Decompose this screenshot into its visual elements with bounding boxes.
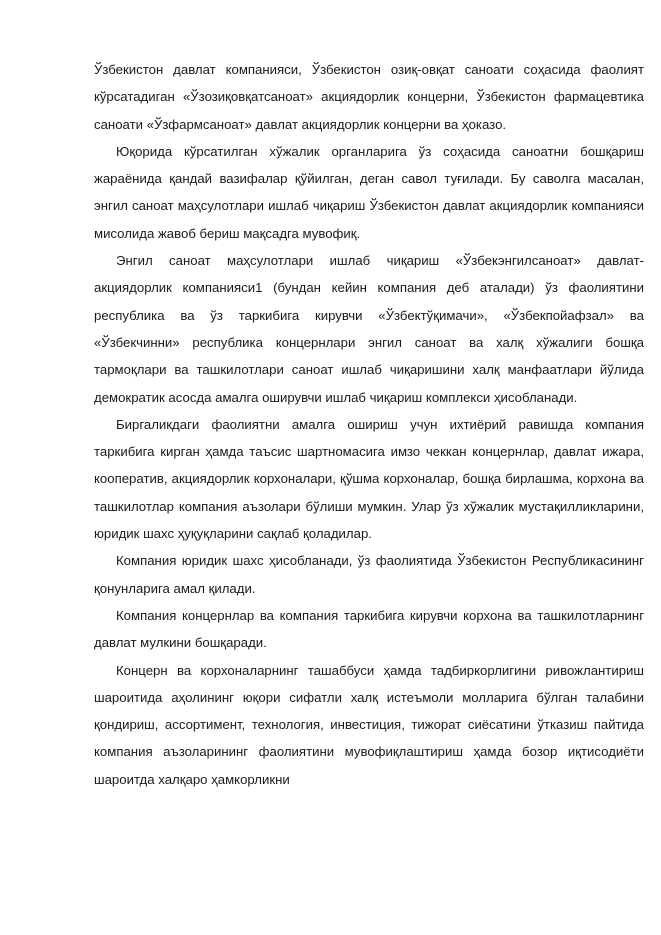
paragraph-5: Компания юридик шахс ҳисобланади, ўз фаолиятида Ўзбекистон Республикасининг қонунларига амал қилади. — [94, 553, 644, 596]
paragraph-6: Компания концернлар ва компания таркибига кирувчи корхона ва ташкилотларнинг давлат мулкини бошқаради. — [94, 607, 644, 651]
paragraph-3: Энгил саноат маҳсулотлари ишлаб чиқариш «Ўзбекэнгилсаноат» давлат-акциядорлик компанияси1 (бундан кейин компания деб аталади) ўз фаолиятини республика ва ўз таркибига кирувчи «Ўзбектўқимачи», «Ўзбекпойафзал» ва «Ўзбекчинни» республика концернлари энгил саноат ва халқ хўжалиги бошқа тармоқлари ва ташкилотлари саноат ишлаб чиқаришини халқ манфаатлари йўлида демократик асосда амалга оширувчи ишлаб чиқариш комплекси ҳисобланади. — [94, 253, 644, 405]
paragraph-7: Концерн ва корхоналарнинг ташаббуси ҳамда тадбиркорлигини ривожлантириш шароитида аҳолининг юқори сифатли халқ истеъмоли молларига бўлган талабини қондириш, ассортимент, технология, инвестиция, тижорат сиёсатини ўтказиш пайтида компания аъзоларининг фаолиятини мувофиқлаштириш ҳамда бозор иқтисодиёти шароитда халқаро ҳамкорликни — [94, 662, 644, 787]
document-page — [94, 56, 644, 793]
paragraph-2: Юқорида кўрсатилган хўжалик органларига ўз соҳасида саноатни бошқариш жараёнида қандай вазифалар қўйилган, деган савол туғилади. Бу саволга масалан, энгил саноат маҳсулотлари ишлаб чиқариш Ўзбекистон давлат акциядорлик компанияси мисолида жавоб бериш мақсадга мувофиқ. — [94, 143, 644, 241]
paragraph-4: Биргаликдаги фаолиятни амалга ошириш учун ихтиёрий равишда компания таркибига кирган ҳамда таъсис шартномасига имзо чеккан концернлар, давлат ижара, кооператив, акциядорлик корхоналари, қўшма корхоналар, бошқа бирлашма, корхона ва ташкилотлар компания аъзолари бўлиши мумкин. Улар ўз хўжалик мустақилликларини, юридик шахс ҳуқуқларини сақлаб қоладилар. — [94, 416, 644, 542]
paragraph-1: Ўзбекистон давлат компанияси, Ўзбекистон озиқ-овқат саноати соҳасида фаолият кўрсатадиган «Ўзозиқовқатсаноат» акциядорлик концерни, Ўзбекистон фармацевтика саноати «Ўзфармсаноат» давлат акциядорлик концерни ва ҳоказо. — [94, 62, 644, 132]
